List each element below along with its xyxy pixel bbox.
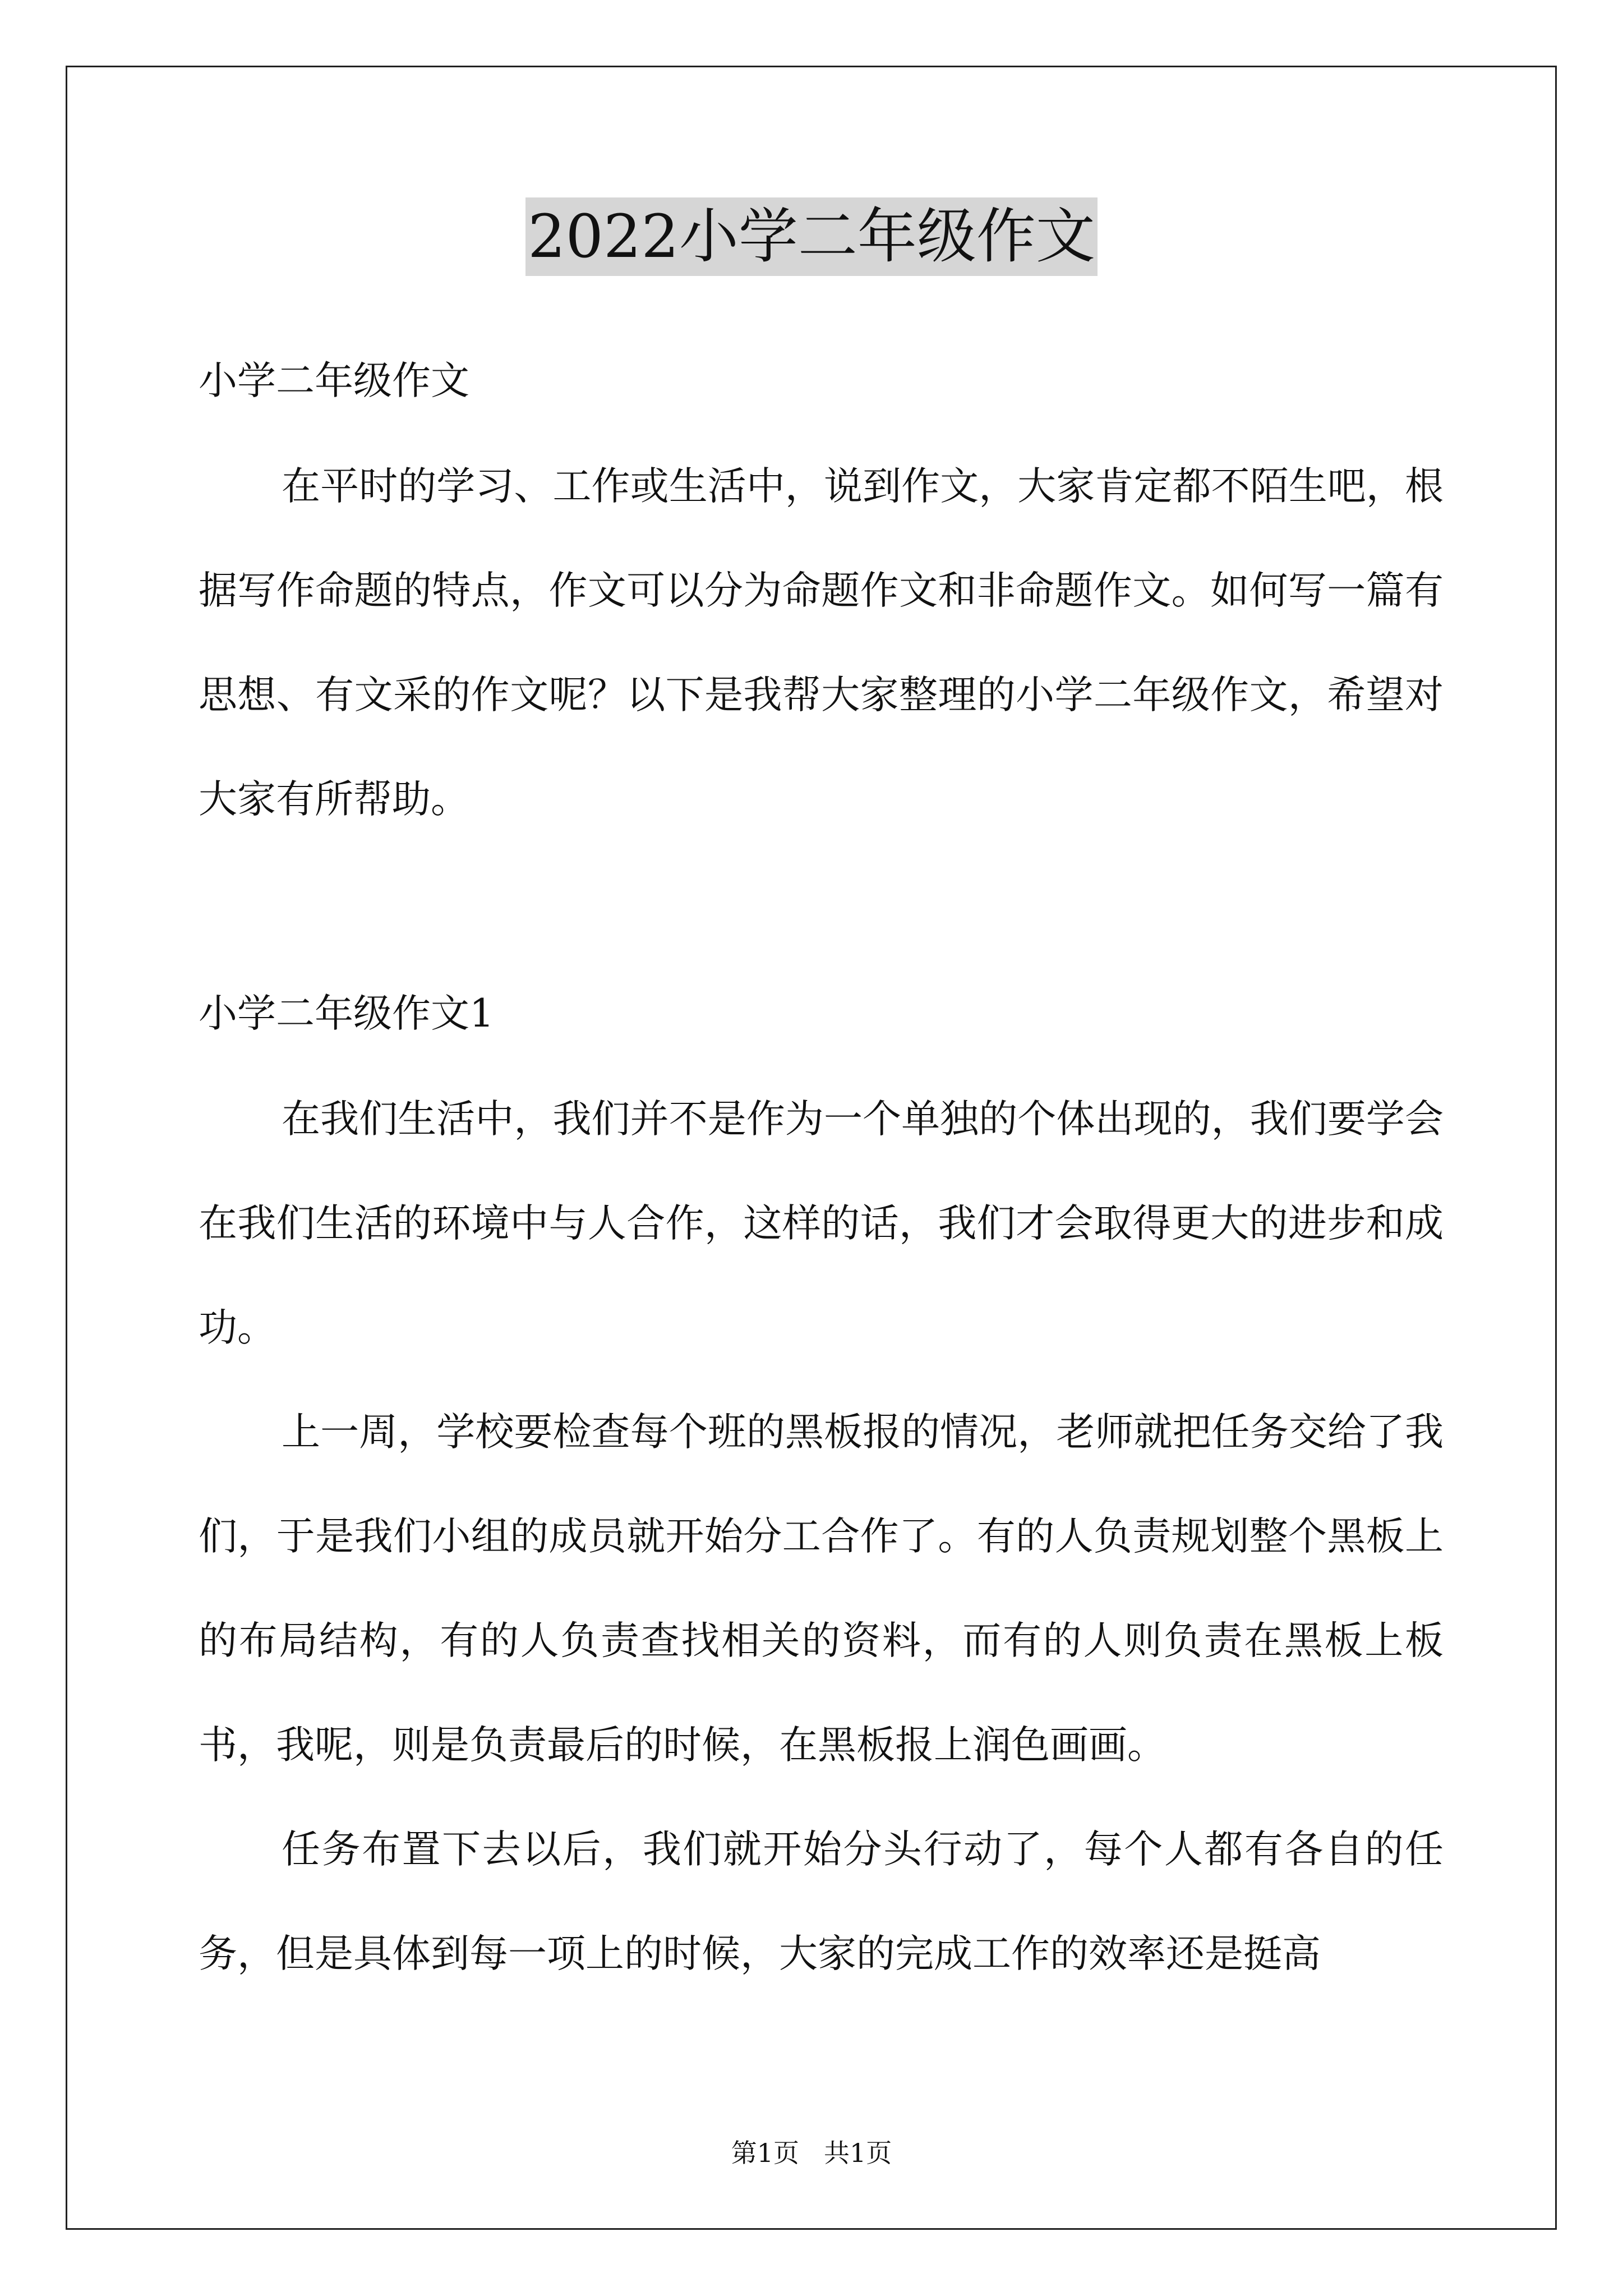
page-number: 第1页: [731, 2138, 800, 2168]
spacer: [199, 414, 1444, 434]
footer-separator: [799, 2138, 824, 2168]
spacer: [199, 852, 1444, 981]
section1-paragraph-1: 在我们生活中，我们并不是作为一个单独的个体出现的，我们要学会在我们生活的环境中与人合作，这样的话，我们才会取得更大的进步和成功。: [199, 1097, 1444, 1350]
title-wrap: [0, 197, 1623, 276]
page-footer: [0, 2136, 1623, 2170]
section1-paragraph-2: 上一周，学校要检查每个班的黑板报的情况，老师就把任务交给了我们，于是我们小组的成员就开始分工合作了。有的人负责规划整个黑板上的布局结构，有的人负责查找相关的资料，而有的人则负责在黑板上板书，我呢，则是负责最后的时候，在黑板报上润色画画。: [199, 1410, 1444, 1768]
section1-heading: 小学二年级作文1: [199, 991, 494, 1036]
document-body: [199, 348, 1444, 2006]
document-title: 2022小学二年级作文: [525, 197, 1098, 276]
page-total: 共1页: [823, 2138, 892, 2168]
intro-paragraph: 在平时的学习、工作或生活中，说到作文，大家肯定都不陌生吧，根据写作命题的特点，作文可以分为命题作文和非命题作文。如何写一篇有思想、有文采的作文呢？以下是我帮大家整理的小学二年级作文，希望对大家有所帮助。: [199, 464, 1444, 822]
intro-heading: 小学二年级作文: [199, 358, 469, 403]
section1-paragraph-3: 任务布置下去以后，我们就开始分头行动了，每个人都有各自的任务，但是具体到每一项上的时候，大家的完成工作的效率还是挺高: [199, 1827, 1444, 1976]
spacer: [199, 1047, 1444, 1067]
